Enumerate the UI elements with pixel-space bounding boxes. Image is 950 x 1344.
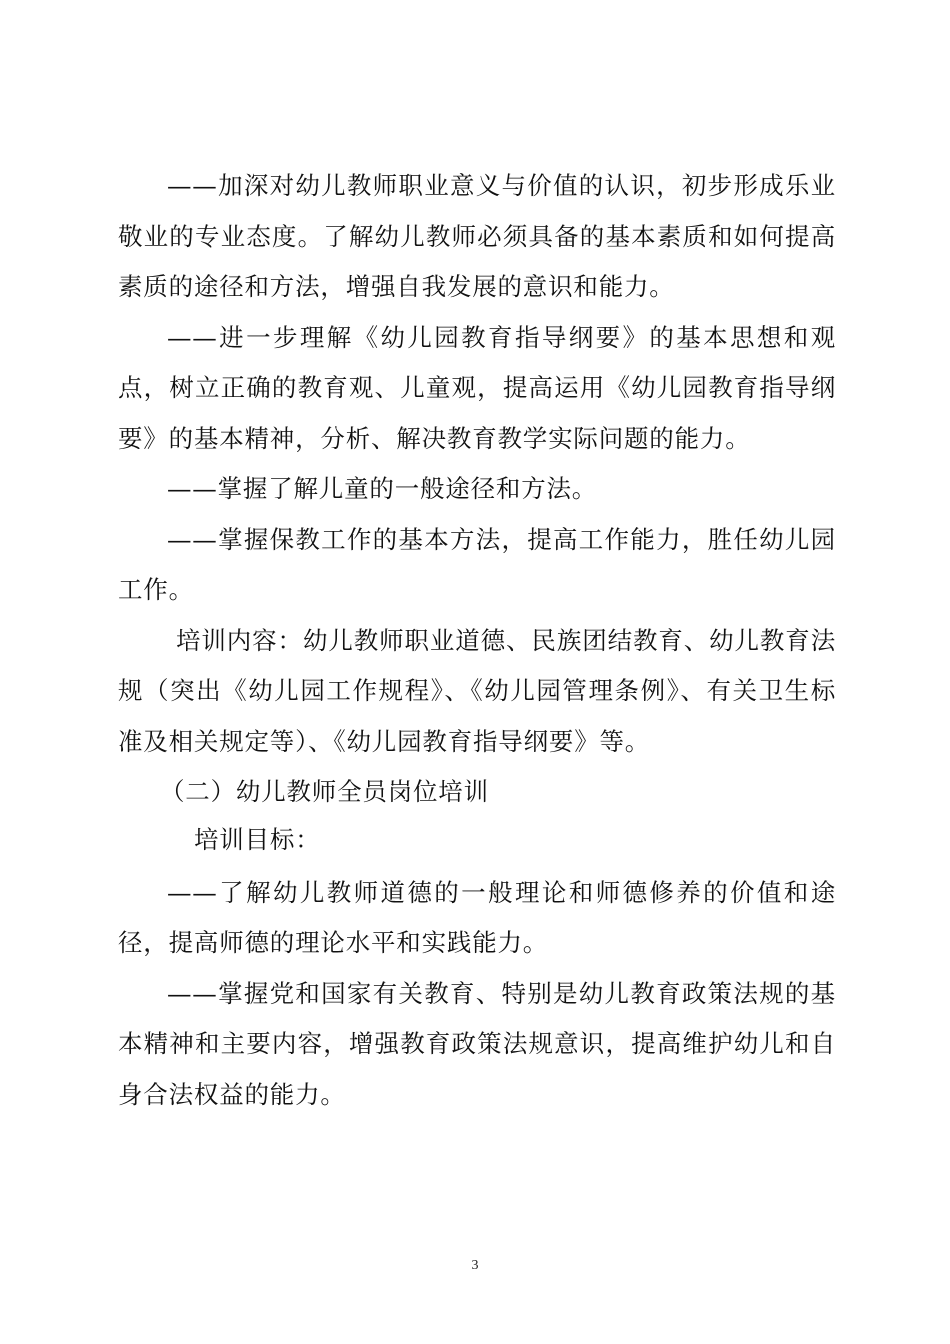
section-heading-all-staff-training: （二）幼儿教师全员岗位培训 (160, 777, 489, 806)
paragraph-professional-attitude: ——加深对幼儿教师职业意义与价值的认识，初步形成乐业敬业的专业态度。了解幼儿教师必须具备的基本素质和如何提高素质的途径和方法，增强自我发展的意识和能力。 (118, 171, 836, 301)
paragraph-care-education-methods: ——掌握保教工作的基本方法，提高工作能力，胜任幼儿园工作。 (118, 524, 836, 604)
paragraph-understanding-children: ——掌握了解儿童的一般途径和方法。 (167, 474, 598, 503)
paragraph-training-content: 培训内容：幼儿教师职业道德、民族团结教育、幼儿教育法规（突出《幼儿园工作规程》、《幼儿园管理条例》、有关卫生标准及相关规定等）、《幼儿园教育指导纲要》等。 (118, 625, 836, 756)
label-training-goals: 培训目标： (194, 824, 321, 854)
paragraph-teacher-ethics: ——了解幼儿教师道德的一般理论和师德修养的价值和途径，提高师德的理论水平和实践能力。 (118, 877, 836, 957)
document-body (118, 161, 836, 1120)
page-number: 3 (471, 1258, 479, 1273)
paragraph-education-policy: ——掌握党和国家有关教育、特别是幼儿教育政策法规的基本精神和主要内容，增强教育政策法规意识，提高维护幼儿和自身合法权益的能力。 (118, 978, 836, 1109)
paragraph-guidelines-understanding: ——进一步理解《幼儿园教育指导纲要》的基本思想和观点，树立正确的教育观、儿童观，提高运用《幼儿园教育指导纲要》的基本精神，分析、解决教育教学实际问题的能力。 (118, 322, 836, 453)
